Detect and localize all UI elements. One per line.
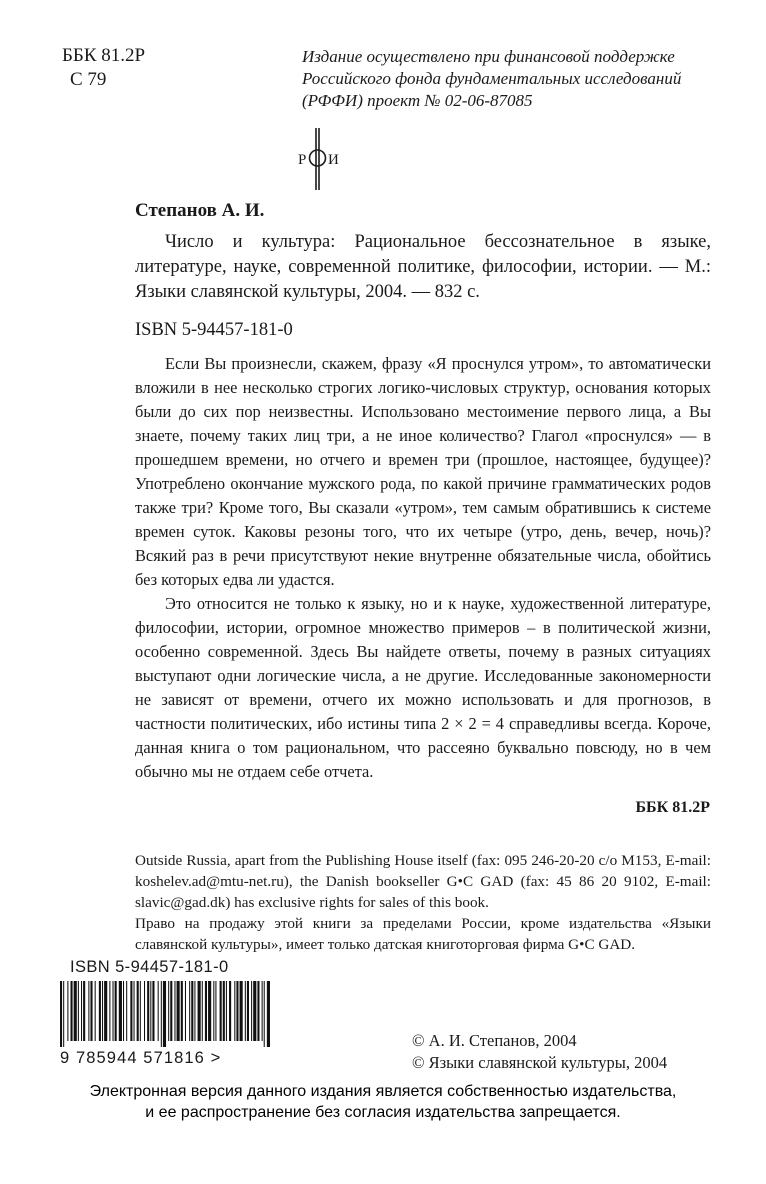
barcode-bar [130, 981, 132, 1041]
barcode-bar [191, 981, 193, 1041]
barcode-bar [71, 981, 73, 1041]
barcode-bar [95, 981, 96, 1041]
barcode-bars [60, 981, 270, 1047]
barcode-bar [78, 981, 79, 1041]
barcode-bar [152, 981, 154, 1041]
barcode-bar [168, 981, 169, 1041]
barcode-bar [262, 981, 263, 1041]
barcode-bar [134, 981, 135, 1041]
isbn: ISBN 5-94457-181-0 [135, 320, 293, 340]
barcode-bar [158, 981, 159, 1041]
funding-line: Российского фонда фундаментальных исследований [302, 69, 682, 88]
barcode-bar [60, 981, 62, 1047]
barcode-bar [161, 981, 162, 1047]
notice-line: и ее распространение без согласия издательства запрещается. [145, 1104, 621, 1121]
copyright-line: © А. И. Степанов, 2004 [412, 1031, 577, 1050]
rights-notice-russian: Право на продажу этой книги за пределами России, кроме издательства «Языки славянской культуры», имеет только датская книготорговая фирма G•C GAD. [135, 915, 711, 953]
barcode-bar [202, 981, 203, 1041]
barcode-isbn-label: ISBN 5-94457-181-0 [70, 958, 229, 976]
barcode-bar [147, 981, 149, 1041]
barcode-bar [63, 981, 64, 1047]
barcode-bar [223, 981, 225, 1041]
barcode-bar [83, 981, 85, 1041]
barcode-bar [264, 981, 265, 1047]
author-name: Степанов А. И. [135, 200, 265, 221]
barcode-bar [102, 981, 103, 1041]
rffi-logo [296, 124, 346, 194]
cutter-code: С 79 [70, 69, 107, 90]
barcode-bar [236, 981, 238, 1041]
barcode-bar [245, 981, 246, 1041]
barcode-bar [226, 981, 227, 1041]
barcode-bar [81, 981, 82, 1041]
barcode-bar [67, 981, 68, 1041]
barcode-bar [74, 981, 77, 1041]
barcode-bar [104, 981, 107, 1041]
barcode-bar [198, 981, 201, 1041]
barcode-bar [267, 981, 270, 1047]
barcode-bar [189, 981, 190, 1041]
barcode-bar [163, 981, 166, 1047]
barcode-bar [113, 981, 114, 1041]
barcode-bar [140, 981, 141, 1041]
barcode-bar [185, 981, 186, 1041]
barcode-bar [251, 981, 252, 1041]
barcode-bar [150, 981, 151, 1041]
copyright-line: © Языки славянской культуры, 2004 [412, 1053, 668, 1072]
barcode-bar [88, 981, 89, 1041]
rffi-logo-graphic [296, 124, 346, 194]
barcode-bar [215, 981, 216, 1041]
barcode-bar [119, 981, 122, 1041]
barcode-bar [213, 981, 214, 1041]
bibliographic-description: Число и культура: Рациональное бессознательное в языке, литературе, науке, современной политике, философии, истории. — М.: Языки славянской культуры, 2004. — 832 с. [135, 232, 711, 302]
barcode-bar [234, 981, 235, 1041]
barcode-block [60, 958, 282, 1068]
barcode-bar [220, 981, 222, 1041]
barcode-bar [99, 981, 101, 1041]
bbk-footer-code: ББК 81.2Р [635, 799, 710, 816]
barcode-bar [115, 981, 117, 1041]
barcode-bar [123, 981, 124, 1041]
funding-line: (РФФИ) проект № 02-06-87085 [302, 91, 533, 110]
abstract-paragraph: Это относится не только к языку, но и к науке, художественной литературе, философии, истории, огромное множество примеров – в политической жизни, особенно современной. Здесь Вы найдете ответы, почему в разных ситуациях выступают одни логические числа, а не другие. Исследованные закономерности не зависят от времени, отчего их можно использовать и для прогнозов, в частности политических, ибо истины типа 2 × 2 = 4 справедливы всегда. Короче, данная книга о том рациональном, что рассеяно буквально повсюду, но в чем обычно мы не отдаем себе отчета. [135, 594, 711, 781]
barcode-bar [208, 981, 211, 1041]
barcode-bar [174, 981, 175, 1041]
rights-notice-english: Outside Russia, apart from the Publishing House itself (fax: 095 246-20-20 с/о М153, E-mail: koshelev.ad@mtu-net.ru), the Danish bookseller G•C GAD (fax: 45 86 20 9102, E-mail: slavic@gad.dk) has exclusive rights for sales of this book. [135, 852, 711, 911]
abstract [135, 352, 711, 784]
barcode-bar [109, 981, 110, 1041]
barcode-bar [194, 981, 195, 1041]
barcode-bar [177, 981, 180, 1041]
barcode-bar [144, 981, 145, 1041]
barcode-bar [181, 981, 183, 1041]
barcode-digits: 9 785944 571816 > [60, 1049, 222, 1067]
barcode-bar [90, 981, 92, 1041]
barcode-bar [257, 981, 259, 1041]
electronic-version-notice [30, 1081, 736, 1123]
abstract-paragraph: Если Вы произнесли, скажем, фразу «Я проснулся утром», то автоматически вложили в нее несколько строгих логико-числовых структур, основания которых были до сих пор неизвестны. Использовано местоимение первого лица, а Вы знаете, почему таких лиц три, а не иное количество? Глагол «проснулся» — в прошедшем времени, но отчего и времен три (прошлое, настоящее, будущее)? Употреблено окончание мужского рода, по какой причине грамматических родов также три? Кроме того, Вы сказали «утром», тем самым обратившись к системе времен суток. Каковы резоны того, что их четыре (утро, день, вечер, ночь)? Всякий раз в речи присутствуют некие внутренне обязательные числа, обойтись без которых едва ли удастся. [135, 354, 711, 589]
barcode-bar [170, 981, 172, 1041]
svg-text:Р: Р [298, 152, 307, 168]
barcode-bar [229, 981, 231, 1041]
barcode-bar [247, 981, 249, 1041]
copyright-block [412, 1030, 667, 1074]
bbk-classification [62, 44, 145, 92]
funding-line: Издание осуществлено при финансовой поддержке [302, 47, 675, 66]
bbk-code: ББК 81.2Р [62, 45, 146, 66]
barcode-bar [240, 981, 243, 1041]
notice-line: Электронная версия данного издания является собственностью издательства, [89, 1083, 677, 1100]
barcode-bar [205, 981, 207, 1041]
barcode-bar [253, 981, 256, 1041]
funding-notice [302, 46, 722, 112]
barcode-bar [137, 981, 139, 1041]
barcode-bar [126, 981, 127, 1041]
svg-text:И: И [328, 152, 339, 168]
